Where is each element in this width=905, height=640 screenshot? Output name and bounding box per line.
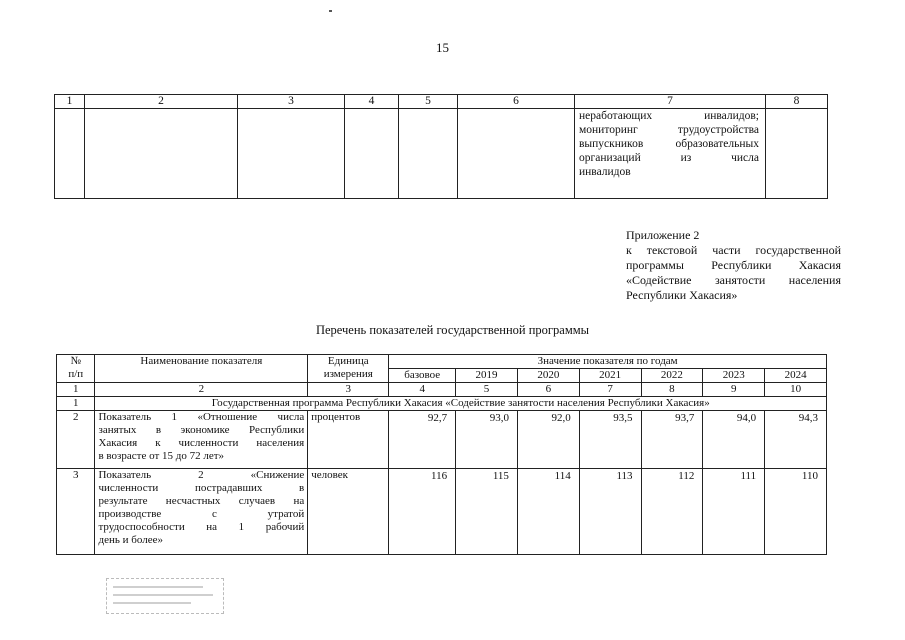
- indicator-name-line: численности пострадавших в: [98, 482, 305, 494]
- year-header: базовое: [389, 369, 456, 383]
- num-header: [57, 355, 95, 383]
- table-cell: [399, 109, 458, 199]
- indicator-name: [95, 469, 308, 555]
- value-cell: 93,0: [456, 411, 518, 469]
- appendix-line: к текстовой части государственной: [626, 243, 841, 257]
- value-cell: 93,5: [579, 411, 641, 469]
- table-cell: [55, 109, 85, 199]
- document-title: Перечень показателей государственной программы: [315, 323, 590, 337]
- col-header: 1: [55, 95, 85, 109]
- value-cell: 112: [641, 469, 703, 555]
- continuation-header-row: [55, 95, 828, 109]
- name-header: Наименование показателя: [95, 355, 308, 383]
- continuation-table: [54, 94, 828, 199]
- value-cell: 94,3: [765, 411, 827, 469]
- unit-header-line: измерения: [323, 368, 373, 380]
- value-cell: 92,7: [389, 411, 456, 469]
- year-header: 2019: [456, 369, 518, 383]
- year-header: 2023: [703, 369, 765, 383]
- value-cell: 110: [765, 469, 827, 555]
- year-header: 2020: [517, 369, 579, 383]
- indicator-name-line: производстве с утратой: [98, 508, 305, 520]
- indicator-name-line: занятых в экономике Республики: [98, 424, 305, 436]
- measures-line: мониторинг трудоустройства: [579, 124, 759, 136]
- program-row: [57, 397, 827, 411]
- row-number: 3: [57, 469, 95, 555]
- appendix-line: программы Республики Хакасия: [626, 258, 841, 272]
- index-cell: 6: [517, 383, 579, 397]
- index-cell: 9: [703, 383, 765, 397]
- col-header: 2: [85, 95, 238, 109]
- continuation-body-row: [55, 109, 828, 199]
- indicator-name-line: результате несчастных случаев на: [98, 495, 305, 507]
- measures-line: неработающих инвалидов;: [579, 110, 759, 122]
- measures-line: выпускников образовательных: [579, 138, 759, 150]
- appendix-line: Приложение 2: [626, 228, 700, 242]
- value-cell: 113: [579, 469, 641, 555]
- row-number: 1: [57, 397, 95, 411]
- program-title: Государственная программа Республики Хакасия «Содействие занятости населения Республики Хакасия»: [95, 397, 827, 411]
- values-header: Значение показателя по годам: [389, 355, 827, 369]
- table-cell: [238, 109, 345, 199]
- value-cell: 111: [703, 469, 765, 555]
- col-header: 7: [575, 95, 766, 109]
- unit-cell: человек: [308, 469, 389, 555]
- measures-line: организаций из числа: [579, 152, 759, 164]
- index-cell: 5: [456, 383, 518, 397]
- measures-cell: [575, 109, 766, 199]
- year-header: 2022: [641, 369, 703, 383]
- indicator-name-line: Хакасия к численности населения: [98, 437, 305, 449]
- table-cell: [458, 109, 575, 199]
- num-header-line: №: [70, 355, 81, 367]
- appendix-line: Республики Хакасия»: [626, 288, 738, 302]
- row-number: 2: [57, 411, 95, 469]
- unit-header: [308, 355, 389, 383]
- year-header: 2021: [579, 369, 641, 383]
- year-header: 2024: [765, 369, 827, 383]
- indicator-name: [95, 411, 308, 469]
- index-cell: 1: [57, 383, 95, 397]
- unit-cell: процентов: [308, 411, 389, 469]
- indicator-name-line: Показатель 2 «Снижение: [98, 469, 305, 481]
- index-cell: 3: [308, 383, 389, 397]
- col-header: 5: [399, 95, 458, 109]
- page-number: 15: [436, 40, 449, 55]
- index-cell: 8: [641, 383, 703, 397]
- table-row: [57, 411, 827, 469]
- measures-line: инвалидов: [579, 166, 631, 178]
- unit-header-line: Единица: [327, 355, 369, 367]
- value-cell: 115: [456, 469, 518, 555]
- table-cell: [345, 109, 399, 199]
- col-header: 6: [458, 95, 575, 109]
- header-row-1: [57, 355, 827, 369]
- table-cell: [85, 109, 238, 199]
- indicator-name-line: в возрасте от 15 до 72 лет»: [98, 450, 225, 462]
- value-cell: 93,7: [641, 411, 703, 469]
- value-cell: 94,0: [703, 411, 765, 469]
- col-header: 4: [345, 95, 399, 109]
- col-header: 3: [238, 95, 345, 109]
- index-cell: 7: [579, 383, 641, 397]
- indicators-table: [56, 354, 827, 555]
- indicator-name-line: Показатель 1 «Отношение числа: [98, 411, 305, 423]
- index-cell: 4: [389, 383, 456, 397]
- value-cell: 114: [517, 469, 579, 555]
- appendix-line: «Содействие занятости населения: [626, 273, 841, 287]
- indicator-name-line: трудоспособности на 1 рабочий: [98, 521, 305, 533]
- table-row: [57, 469, 827, 555]
- table-cell: [766, 109, 828, 199]
- col-header: 8: [766, 95, 828, 109]
- index-cell: 2: [95, 383, 308, 397]
- scan-speck: [329, 10, 332, 12]
- value-cell: 116: [389, 469, 456, 555]
- index-row: [57, 383, 827, 397]
- appendix-block: [626, 228, 841, 303]
- index-cell: 10: [765, 383, 827, 397]
- faint-stamp: [106, 578, 224, 614]
- indicator-name-line: день и более»: [98, 534, 163, 546]
- num-header-line: п/п: [68, 368, 84, 380]
- value-cell: 92,0: [517, 411, 579, 469]
